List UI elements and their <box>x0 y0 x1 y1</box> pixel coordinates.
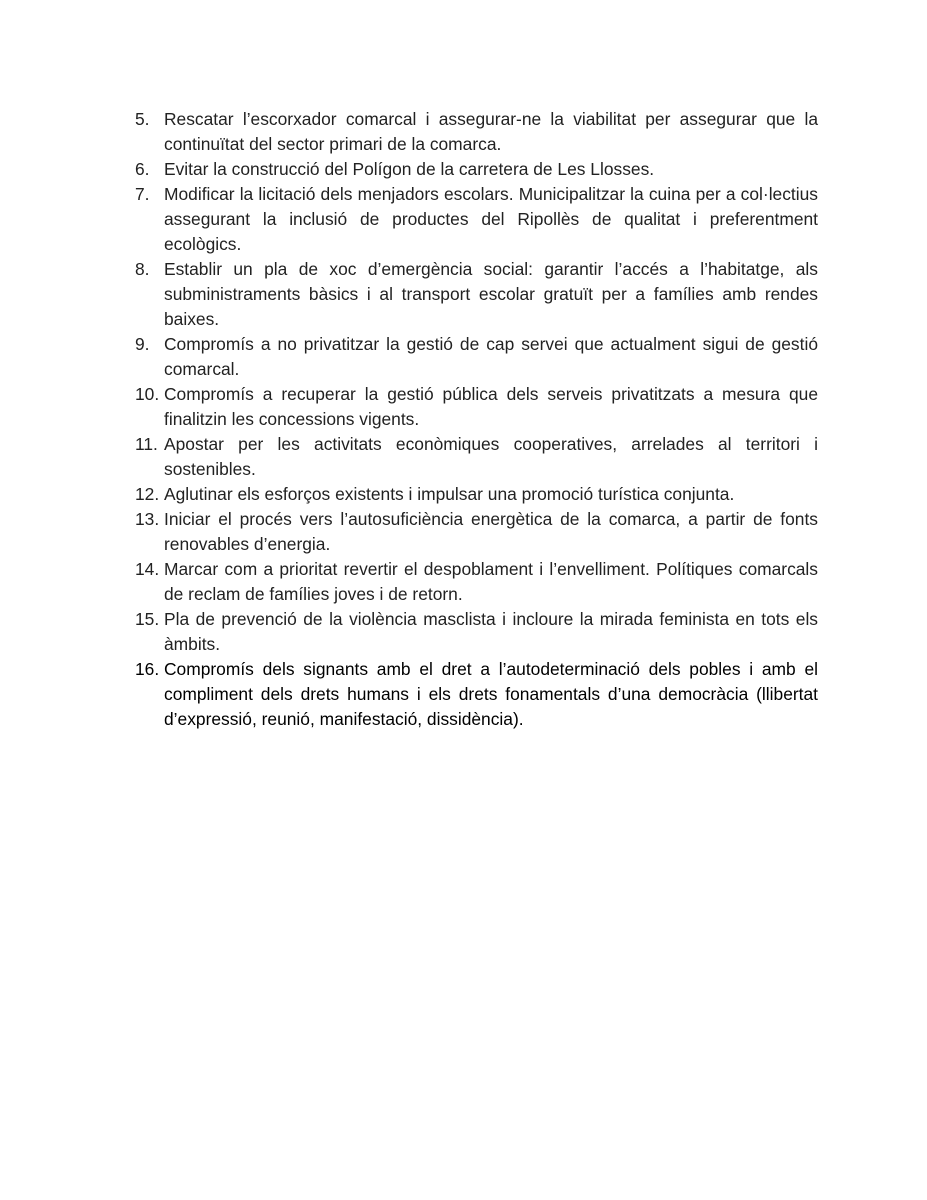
list-item <box>135 507 818 557</box>
list-item-text: Pla de prevenció de la violència masclista i incloure la mirada feminista en tots els àmbits. <box>164 609 818 654</box>
list-item <box>135 182 818 257</box>
list-item-number: 11. <box>135 434 158 454</box>
list-item <box>135 382 818 432</box>
list-item-text: Rescatar l’escorxador comarcal i assegurar-ne la viabilitat per assegurar que la continuïtat del sector primari de la comarca. <box>164 109 818 154</box>
list-item <box>135 257 818 332</box>
list-item <box>135 607 818 657</box>
list-item-text: Aglutinar els esforços existents i impulsar una promoció turística conjunta. <box>164 484 735 504</box>
numbered-list <box>135 107 818 732</box>
list-item-number: 9. <box>135 334 150 354</box>
list-item-number: 6. <box>135 159 150 179</box>
list-item-text: Iniciar el procés vers l’autosuficiència energètica de la comarca, a partir de fonts renovables d’energia. <box>164 509 818 554</box>
list-item-text: Establir un pla de xoc d’emergència social: garantir l’accés a l’habitatge, als subministraments bàsics i al transport escolar gratuït per a famílies amb rendes baixes. <box>164 259 818 329</box>
list-item <box>135 482 818 507</box>
list-item <box>135 107 818 157</box>
list-item-text: Compromís a recuperar la gestió pública dels serveis privatitzats a mesura que finalitzin les concessions vigents. <box>164 384 818 429</box>
list-item-number: 8. <box>135 259 150 279</box>
list-item-number: 5. <box>135 109 150 129</box>
list-item-number: 15. <box>135 609 160 629</box>
list-item-text: Apostar per les activitats econòmiques cooperatives, arrelades al territori i sostenibles. <box>164 434 818 479</box>
list-item <box>135 157 818 182</box>
list-item-number: 12. <box>135 484 160 504</box>
list-item <box>135 557 818 607</box>
list-item-number: 7. <box>135 184 150 204</box>
list-item-text: Compromís dels signants amb el dret a l’autodeterminació dels pobles i amb el compliment dels drets humans i els drets fonamentals d’una democràcia (llibertat d’expressió, reunió, manifestació, dissidència). <box>164 659 818 729</box>
list-item-number: 10. <box>135 384 160 404</box>
list-item-number: 13. <box>135 509 160 529</box>
list-item-number: 16. <box>135 659 160 679</box>
list-item-text: Modificar la licitació dels menjadors escolars. Municipalitzar la cuina per a col·lectius assegurant la inclusió de productes del Ripollès de qualitat i preferentment ecològics. <box>164 184 818 254</box>
list-item-text: Compromís a no privatitzar la gestió de cap servei que actualment sigui de gestió comarcal. <box>164 334 818 379</box>
list-item <box>135 332 818 382</box>
list-item <box>135 657 818 732</box>
list-item-text: Evitar la construcció del Polígon de la carretera de Les Llosses. <box>164 159 655 179</box>
list-item-text: Marcar com a prioritat revertir el despoblament i l’envelliment. Polítiques comarcals de reclam de famílies joves i de retorn. <box>164 559 818 604</box>
list-item-number: 14. <box>135 559 160 579</box>
list-item <box>135 432 818 482</box>
